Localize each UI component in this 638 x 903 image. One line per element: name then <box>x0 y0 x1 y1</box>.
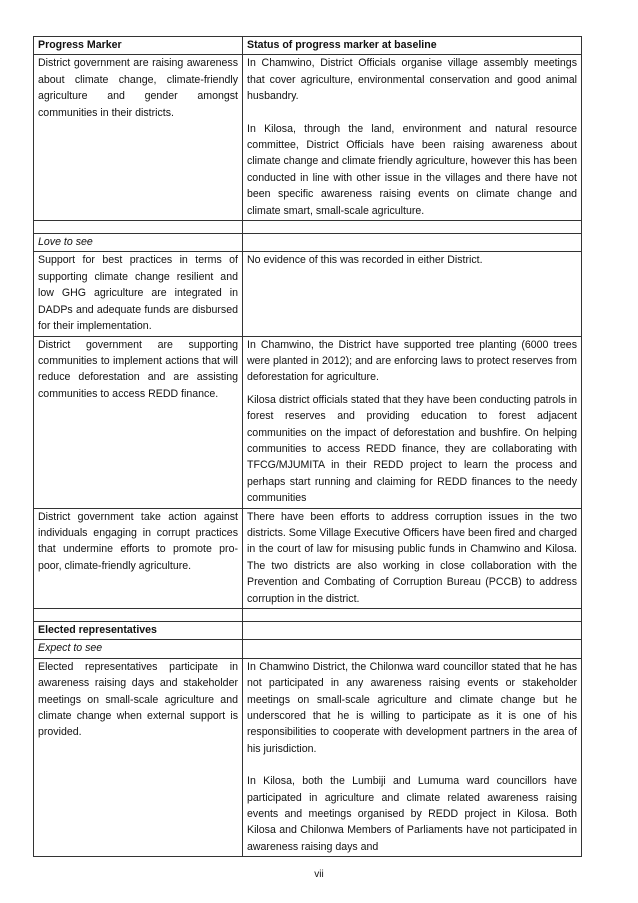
section-row <box>34 622 582 640</box>
status-paragraph: No evidence of this was recorded in either District. <box>247 254 483 267</box>
table-row <box>34 658 582 856</box>
section-label: Elected representatives <box>34 622 243 640</box>
status-paragraph: In Chamwino District, the Chilonwa ward councillor stated that he has not participated in any awareness raising events or stakeholder meetings on small-scale agriculture and climate change but he underscored that he is willing to participate as it is one of his responsibilities to cooperate with development partners in the area of his jurisdiction. <box>247 660 577 755</box>
section-row <box>34 234 582 252</box>
progress-marker-cell: District government are raising awareness about climate change, climate-friendly agriculture and gender amongst communities in their districts. <box>34 55 243 221</box>
status-paragraph: Kilosa district officials stated that they have been conducting patrols in forest reserves and providing education to forest adjacent communities on the impact of deforestation and bushfire. On helping communities to access REDD finance, they are collaborating with TFCG/MJUMITA in their REDD project to learn the process and perhaps start running and claiming for REDD finances to the needy communities <box>247 393 577 505</box>
column-header-progress-marker: Progress Marker <box>34 37 243 55</box>
table-row <box>34 55 582 221</box>
section-label: Expect to see <box>34 640 243 658</box>
section-row <box>34 640 582 658</box>
progress-marker-cell: District government take action against individuals engaging in corrupt practices that undermine efforts to promote pro-poor, climate-friendly agriculture. <box>34 508 243 608</box>
status-paragraph: In Kilosa, through the land, environment and natural resource committee, District Officials have been raising awareness about climate change and climate friendly agriculture, however this has been conducted in line with other issue in the villages and there have not been specific awareness raising events on climate change and climate smart, small-scale agriculture. <box>247 122 577 217</box>
status-paragraph: There have been efforts to address corruption issues in the two districts. Some Village Executive Officers have been fired and charged in the court of law for misusing public funds in Chamwino and Kilosa. The two districts are also working in close collaboration with the Prevention and Combating of Corruption Bureau (PCCB) to address corruption in the district. <box>247 510 577 605</box>
section-label: Love to see <box>34 234 243 252</box>
status-paragraph: In Chamwino, District Officials organise village assembly meetings that cover agriculture, environmental conservation and good animal husbandry. <box>247 57 577 103</box>
progress-marker-cell: Elected representatives participate in awareness raising days and stakeholder meetings on small-scale agriculture and climate change when external support is provided. <box>34 658 243 856</box>
status-cell <box>243 658 582 856</box>
status-paragraph: In Chamwino, the District have supported tree planting (6000 trees were planted in 2012); and are enforcing laws to protect reserves from deforestation for agriculture. <box>247 338 577 384</box>
table-row <box>34 508 582 608</box>
spacer-row <box>34 609 582 622</box>
table-row <box>34 336 582 508</box>
column-header-status: Status of progress marker at baseline <box>243 37 582 55</box>
status-cell <box>243 508 582 608</box>
table-row <box>34 252 582 336</box>
status-paragraph: In Kilosa, both the Lumbiji and Lumuma ward councillors have participated in agriculture and climate related awareness raising events and meetings organised by REDD project in Kilosa. Both Kilosa and Chilonwa Members of Parliaments have not participated in awareness raising days and <box>247 775 577 853</box>
progress-marker-cell: District government are supporting communities to implement actions that will reduce deforestation and are assisting communities to access REDD finance. <box>34 336 243 508</box>
spacer-row <box>34 221 582 234</box>
progress-marker-table <box>33 36 582 857</box>
progress-marker-cell: Support for best practices in terms of supporting climate change resilient and low GHG agriculture are integrated in DADPs and adequate funds are disbursed for their implementation. <box>34 252 243 336</box>
status-cell <box>243 252 582 336</box>
page-number: vii <box>314 869 324 880</box>
table-header-row <box>34 37 582 55</box>
status-cell <box>243 336 582 508</box>
status-cell <box>243 55 582 221</box>
